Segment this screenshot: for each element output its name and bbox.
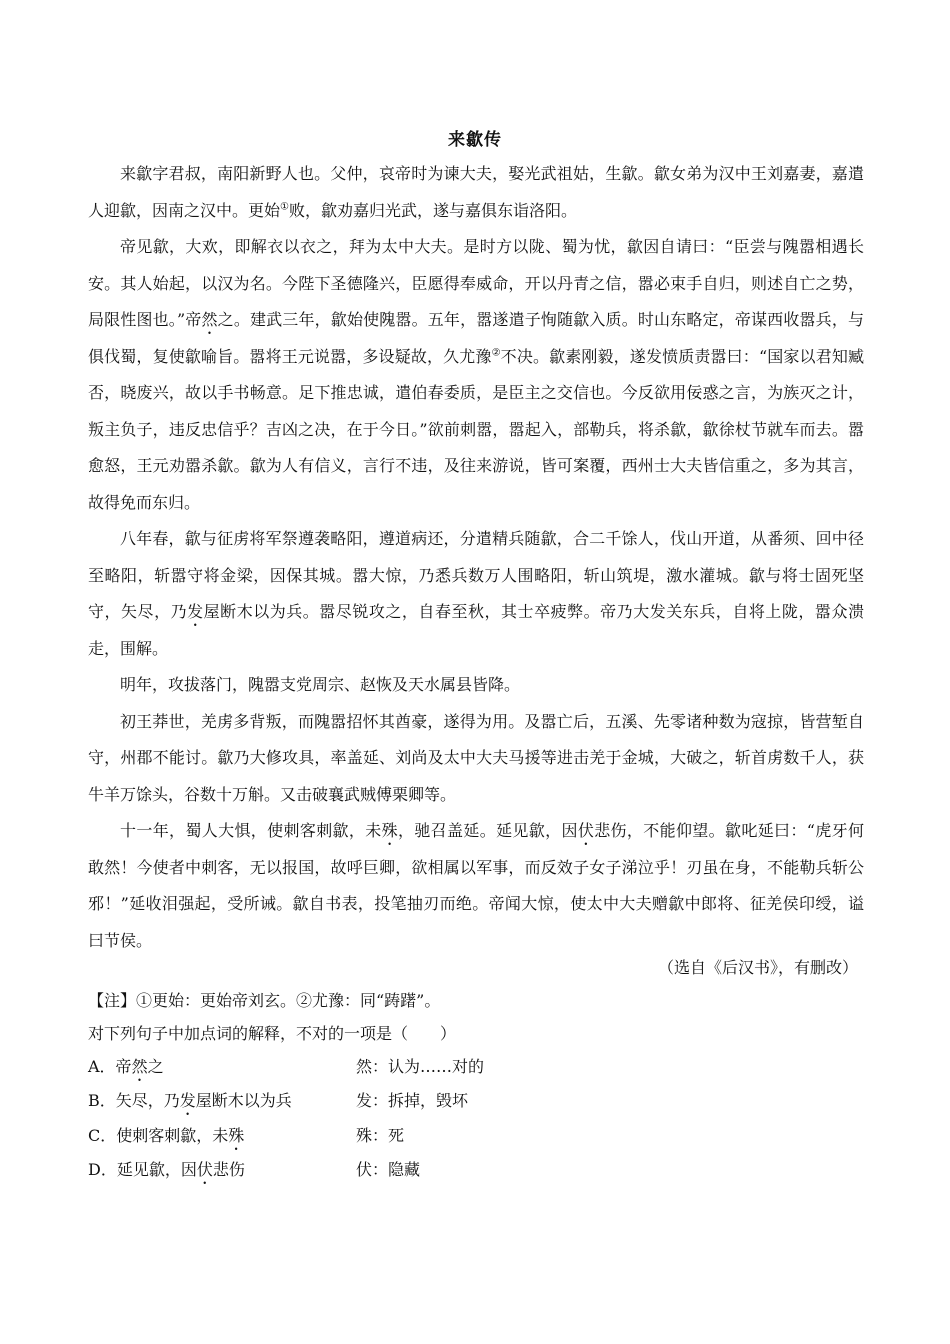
option-a-gloss: 然：认为……对的 <box>356 1057 485 1076</box>
footnote-marker-1: ① <box>280 201 289 213</box>
source-citation: （选自《后汉书》，有删改） <box>657 958 858 977</box>
footnote-text: 【注】①更始：更始帝刘玄。②尤豫：同“踌躇”。 <box>88 991 441 1010</box>
option-b-gloss: 发：拆掉，毁坏 <box>356 1091 469 1110</box>
option-d[interactable] <box>88 1158 788 1182</box>
paragraph-6: 十一年，蜀人大惧，使刺客刺歙，未殊，驰召盖延。延见歙，因伏悲伤，不能仰望。歙叱延曰：“虎牙何敢然！今使者中刺客，无以报国，故呼巨卿，欲相属以军事，而反效子女子涕泣乎！刃虽在身，不能勒兵斩公邪！”延收泪强起，受所诫。歙自书表，投笔抽刃而绝。帝闻大惊，使太中大夫赠歙中郎将、征羌侯印绶，谥曰节侯。 <box>88 821 864 950</box>
dotted-word-fu: 伏 <box>577 821 595 840</box>
paragraph-4: 明年，攻拔落门，隗嚣支党周宗、赵恢及天水属县皆降。 <box>120 675 521 694</box>
option-c[interactable] <box>88 1124 788 1148</box>
option-b[interactable] <box>88 1089 788 1113</box>
option-b-sentence: B．矢尽，乃发屋断木以为兵 <box>88 1091 292 1110</box>
option-d-sentence: D．延见歙，因伏悲伤 <box>88 1160 245 1179</box>
footnote-marker-2: ② <box>491 347 501 359</box>
paragraph-2: 帝见歙，大欢，即解衣以衣之，拜为太中大夫。是时方以陇、蜀为忧，歙因自请曰：“臣尝与隗嚣相遇长安。其人始起，以汉为名。今陛下圣德隆兴，臣愿得奉威命，开以丹青之信，嚣必束手自归，则述自亡之势，局限性图也。”帝然之。建武三年，歙始使隗嚣。五年，嚣遂遣子恂随歙入质。时山东略定，帝谋西收嚣兵，与俱伐蜀，复使歙喻旨。嚣将王元说嚣，多设疑故，久尤豫②不决。歙素刚毅，遂发愤质责嚣曰：“国家以君知臧否，晓废兴，故以手书畅意。足下推忠诚，遣伯春委质，是臣主之交信也。今反欲用佞惑之言，为族灭之计，叛主负子，违反忠信乎？吉凶之决，在于今日。”欲前刺嚣，嚣起入，部勒兵，将杀歙，歙徐杖节就车而去。嚣愈怒，王元劝嚣杀歙。歙为人有信义，言行不违，及往来游说，皆可案覆，西州士大夫皆信重之，多为其言，故得免而东归。 <box>88 237 864 512</box>
option-d-gloss: 伏：隐藏 <box>356 1160 421 1179</box>
option-c-sentence: C．使刺客刺歙，未殊 <box>88 1126 245 1145</box>
dotted-word-shu: 殊 <box>381 821 398 840</box>
paragraph-3: 八年春，歙与征虏将军祭遵袭略阳，遵道病还，分遣精兵随歙，合二千馀人，伐山开道，从番须、回中径至略阳，斩嚣守将金梁，因保其城。嚣大惊，乃悉兵数万人围略阳，斩山筑堤，激水灌城。歙与将士固死坚守，矢尽，乃发屋断木以为兵。嚣尽锐攻之，自春至秋，其士卒疲弊。帝乃大发关东兵，自将上陇，嚣众溃走，围解。 <box>88 529 864 658</box>
passage-body <box>88 156 864 959</box>
option-a-sentence: A．帝然之 <box>88 1057 164 1076</box>
passage-title: 来歙传 <box>448 130 502 150</box>
dotted-word-ran: 然 <box>201 310 218 329</box>
dotted-word-fa: 发 <box>187 602 204 621</box>
option-a[interactable] <box>88 1055 788 1079</box>
question-stem: 对下列句子中加点词的解释，不对的一项是（ ） <box>88 1024 457 1043</box>
paragraph-5: 初王莽世，羌虏多背叛，而隗嚣招怀其酋豪，遂得为用。及嚣亡后，五溪、先零诸种数为寇掠，皆营堑自守，州郡不能讨。歙乃大修攻具，率盖延、刘尚及太中大夫马援等进击羌于金城，大破之，斩首虏数千人，获牛羊万馀头，谷数十万斛。又击破襄武贼傅栗卿等。 <box>88 711 864 804</box>
option-c-gloss: 殊：死 <box>356 1126 405 1145</box>
paragraph-1: 来歙字君叔，南阳新野人也。父仲，哀帝时为谏大夫，娶光武祖姑，生歙。歙女弟为汉中王刘嘉妻，嘉遣人迎歙，因南之汉中。更始①败，歙劝嘉归光武，遂与嘉俱东诣洛阳。 <box>88 164 864 220</box>
